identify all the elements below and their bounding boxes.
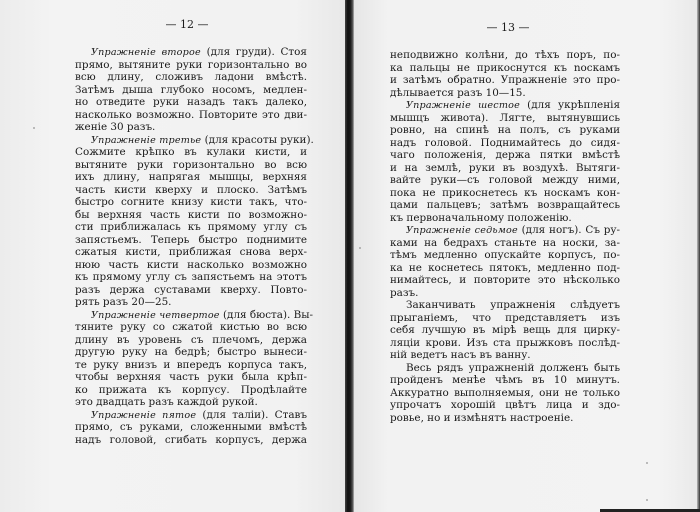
text-line: бы верхняя часть кисти по возможно-: [75, 208, 307, 221]
text-line: прямо, вытяните руки горизонтально во: [75, 58, 307, 71]
text-line: [75, 409, 307, 422]
text-line: дѣлывается разъ 10—15.: [390, 86, 526, 99]
book-spine: [345, 0, 354, 512]
paper-speck: [646, 462, 648, 464]
exercise-heading: Упражненiе второе: [91, 47, 201, 58]
page-number-right: — 13 —: [486, 21, 530, 34]
exercise-heading: Упражненiе шестое: [406, 100, 520, 111]
line-text: (для груди). Стоя: [200, 46, 307, 58]
line-text: (для укрѣпленiя: [519, 99, 620, 111]
text-line: но отведите руки назадъ такъ далеко,: [75, 96, 307, 108]
text-line: [75, 308, 314, 322]
text-line: [75, 46, 307, 59]
text-line: ровье, но и измѣнятъ настроенiе.: [390, 411, 574, 424]
text-line: вытяните руки горизонтально во всю: [75, 158, 307, 171]
text-line: рять разъ 20—25.: [75, 296, 172, 308]
text-line: и на землѣ, руки въ воздухѣ. Вытяги-: [390, 161, 620, 174]
text-line: ка пальцы не прикоснутся къ noскамъ: [390, 61, 620, 74]
left-page-text: [75, 46, 314, 446]
right-page-text: [390, 49, 620, 424]
text-line: неподвижно колѣни, до тѣхъ поръ, по-: [390, 49, 620, 61]
text-line: тяните руку со сжатой кистью во всю: [75, 321, 307, 333]
text-line: прямо, съ руками, сложенными вмѣстѣ: [75, 421, 307, 433]
text-line: всю длину, сложивъ ладони вмѣстѣ.: [75, 71, 307, 83]
text-line: пройденъ менѣе чѣмъ въ 10 минутъ.: [390, 374, 620, 386]
exercise-heading: Упражненiе седьмое: [406, 225, 518, 236]
paper-speck: [359, 247, 361, 249]
text-line: Сожмите крѣпко въ кулаки кисти, и: [75, 146, 307, 158]
text-line: [390, 99, 620, 112]
text-line: ко прижата къ корпусу. Продѣлайте: [75, 383, 307, 396]
text-line: мышцъ живота). Лягте, вытянувшись: [390, 111, 620, 124]
text-line: чаго положенiя, держа пятки вмѣстѣ: [390, 149, 620, 161]
text-line: сти приближалась къ прямому углу съ: [75, 221, 307, 233]
text-line: надъ головой. Поднимайтесь до сидя-: [390, 136, 620, 149]
text-line: нiй ведетъ насъ въ ванну.: [390, 349, 531, 361]
page-number-left: — 12 —: [165, 18, 209, 31]
exercise-heading: Упражненiе третье: [91, 134, 202, 146]
line-text: (для красоты руки).: [201, 133, 314, 146]
text-line: себя лучшую въ мiрѣ вещь для цирку-: [390, 324, 620, 336]
left-page: [0, 0, 346, 512]
text-line: пока не прикоснетесь къ носкамъ кон-: [390, 186, 620, 199]
text-line: и затѣмъ обратно. Упражненiе это про-: [390, 74, 620, 86]
text-line: прыганiемъ, что представляетъ изъ: [390, 311, 620, 324]
text-line: [75, 133, 314, 147]
right-page: [354, 0, 697, 512]
text-line: цами пальцевъ; затѣмъ возвращайтесь: [390, 199, 620, 211]
paper-speck: [33, 127, 35, 129]
text-line: насколько возможно. Повторите это дви-: [75, 108, 307, 121]
text-line: ихъ длину, напрягая мышцы, верхняя: [75, 171, 307, 183]
text-line: нюю часть кисти насколько возможно: [75, 258, 307, 271]
line-text: (для ногъ). Съ ру-: [517, 224, 621, 236]
text-line: часть кисти кверху и плоско. Затѣмъ: [75, 183, 307, 196]
text-line: вайте руки—съ головой между ними,: [390, 174, 620, 186]
text-line: длину въ уровень съ плечомъ, держа: [75, 333, 307, 346]
text-line: быстро согните книзу кисти такъ, что-: [75, 196, 307, 208]
text-line: женiе 30 разъ.: [75, 121, 156, 133]
paper-speck: [646, 499, 648, 501]
text-line: къ прямому углу съ запястьемъ на этотъ: [75, 271, 307, 283]
text-line: ка не коснетесь пятокъ, медленно под-: [390, 261, 620, 274]
text-line: другую руку на бедрѣ; быстро вынеси-: [75, 346, 307, 358]
text-line: ровно, на спинѣ на полъ, съ руками: [390, 124, 620, 136]
text-line: сжатыя кисти, приближая снова верх-: [75, 246, 307, 258]
text-line: ляцiи крови. Изъ ста прыжковъ послѣд-: [390, 336, 620, 349]
line-text: (для бюста). Вы-: [219, 308, 314, 321]
text-line: чтобы верхняя часть руки была крѣп-: [75, 371, 307, 383]
text-line: те руку внизъ и впередъ корпуса такъ,: [75, 358, 307, 371]
text-line: Затѣмъ дыша глубоко носомъ, медлен-: [75, 83, 307, 96]
text-line: тѣмъ медленно опускайте корпусъ, по-: [390, 249, 620, 261]
text-line: нимайтесь, и повторите это нѣсколько: [390, 274, 620, 286]
text-line: это двадцать разъ каждой рукой.: [75, 396, 258, 408]
text-line: ками на бедрахъ станьте на носки, за-: [390, 236, 620, 249]
text-line: запястьемъ. Теперь быстро поднимите: [75, 233, 307, 246]
text-line: Весь рядъ упражненiй долженъ быть: [406, 361, 620, 374]
exercise-heading: Упражненiе четвертое: [91, 309, 220, 321]
text-line: къ первоначальному положенiю.: [390, 211, 572, 224]
text-line: [390, 224, 620, 237]
text-line: надъ головой, сгибать корпусъ, держа: [75, 433, 307, 446]
text-line: упрочатъ хорошiй цвѣтъ лица и здо-: [390, 399, 620, 411]
exercise-heading: Упражненiе пятое: [91, 409, 197, 421]
text-line: Заканчивать упражненiя слѣдуетъ: [406, 299, 620, 311]
text-line: Аккуратно выполняемыя, они не только: [390, 386, 620, 399]
text-line: разъ держа суставами кверху. Повто-: [75, 283, 307, 296]
text-line: разъ.: [390, 286, 419, 299]
line-text: (для талiи). Ставъ: [196, 408, 307, 421]
